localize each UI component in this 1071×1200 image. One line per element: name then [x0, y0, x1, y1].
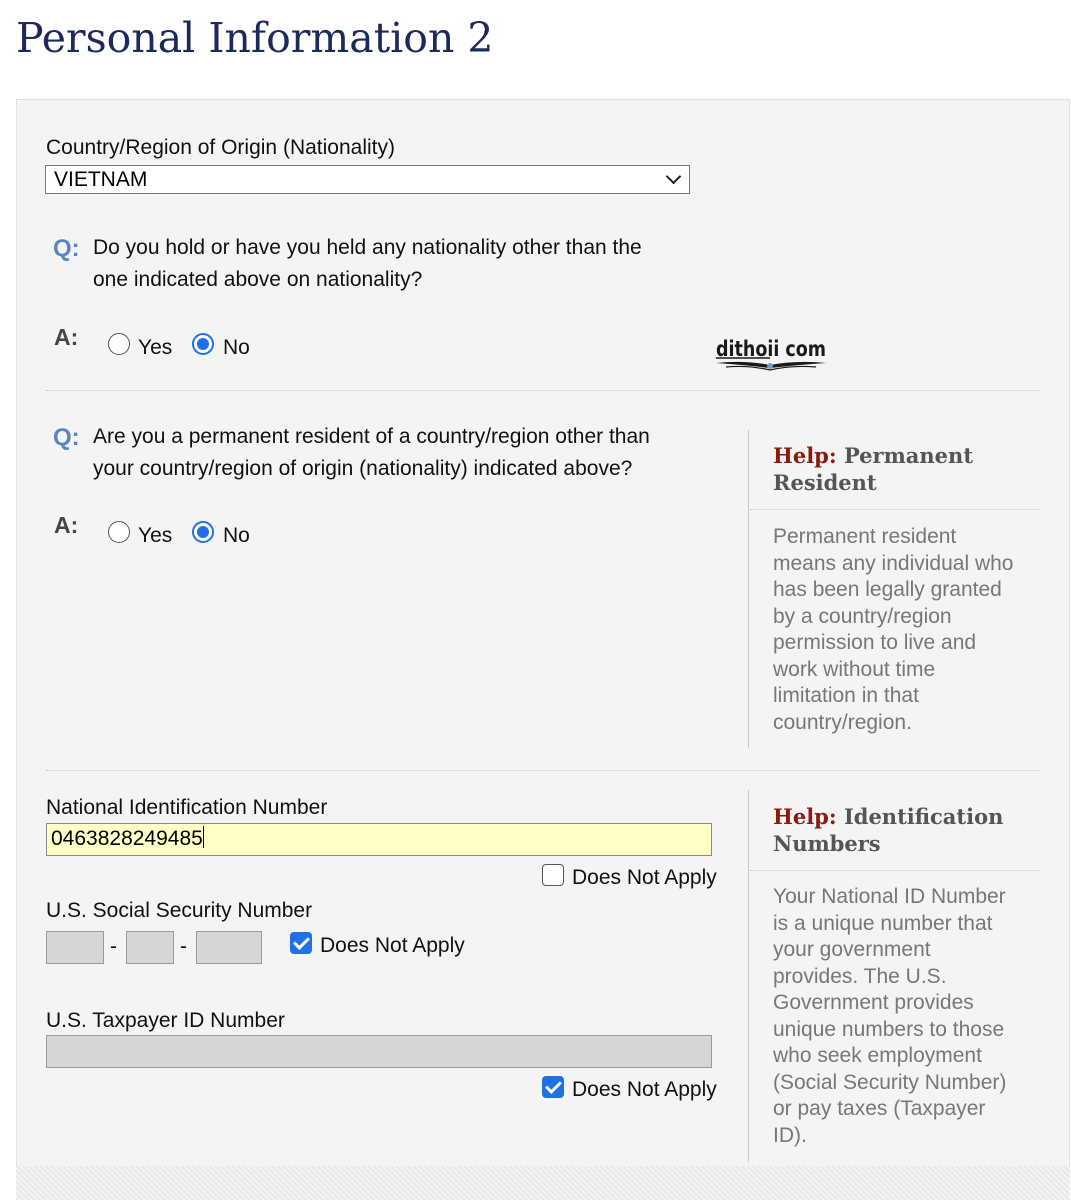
- help-divider: [750, 870, 1040, 871]
- national-id-does-not-apply-checkbox[interactable]: [542, 864, 564, 886]
- ssn-label: U.S. Social Security Number: [46, 899, 313, 922]
- question-marker: Q:: [53, 235, 80, 262]
- taxpayer-id-does-not-apply-label[interactable]: Does Not Apply: [572, 1078, 717, 1101]
- help-sidebar-border: [748, 430, 749, 748]
- section-divider: [46, 770, 1040, 771]
- ssn-part1-input[interactable]: [46, 931, 104, 964]
- question-other-nationality-line2: one indicated above on nationality?: [93, 268, 423, 291]
- ssn-does-not-apply-label[interactable]: Does Not Apply: [320, 934, 465, 957]
- panel-bottom-shadow: [16, 1166, 1070, 1200]
- chevron-down-icon: [666, 169, 682, 185]
- help-divider: [750, 509, 1040, 510]
- page-title: Personal Information 2: [16, 14, 494, 62]
- ssn-dash: -: [110, 935, 117, 958]
- other-nationality-no-radio[interactable]: [192, 333, 214, 355]
- question-permanent-resident-line2: your country/region of origin (nationality) indicated above?: [93, 457, 633, 480]
- help-identification-body: Your National ID Number is a unique number that your government provides. The U.S. Government provides unique numbers to those who seek employment (Social Security Number) or pay taxes (Taxpayer ID).: [773, 885, 1007, 1147]
- help-sidebar-border: [748, 790, 749, 1162]
- help-permanent-resident-body: Permanent resident means any individual who has been legally granted by a country/region permission to live and work without time limitation in that country/region.: [773, 525, 1014, 734]
- watermark-text: dithoii com: [716, 337, 826, 361]
- help-identification-title: Help: Identification Numbers: [773, 804, 1004, 856]
- other-nationality-yes-label[interactable]: Yes: [138, 336, 173, 359]
- ssn-part2-input[interactable]: [126, 931, 174, 964]
- question-permanent-resident-line1: Are you a permanent resident of a country/region other than: [93, 425, 650, 448]
- help-permanent-resident-title: Help: Permanent Resident: [773, 443, 974, 495]
- national-id-does-not-apply-label[interactable]: Does Not Apply: [572, 866, 717, 889]
- national-id-label: National Identification Number: [46, 796, 328, 819]
- answer-marker: A:: [54, 324, 79, 350]
- question-other-nationality-line1: Do you hold or have you held any nationality other than the: [93, 236, 642, 259]
- nationality-select[interactable]: [45, 165, 690, 194]
- taxpayer-id-does-not-apply-checkbox[interactable]: [542, 1076, 564, 1098]
- answer-marker: A:: [54, 512, 79, 538]
- other-nationality-no-label[interactable]: No: [223, 336, 250, 359]
- other-nationality-yes-radio[interactable]: [108, 333, 130, 355]
- ssn-part3-input[interactable]: [196, 931, 262, 964]
- permanent-resident-yes-radio[interactable]: [108, 521, 130, 543]
- taxpayer-id-label: U.S. Taxpayer ID Number: [46, 1009, 285, 1032]
- ssn-does-not-apply-checkbox[interactable]: [290, 932, 312, 954]
- nationality-selected-value: VIETNAM: [54, 168, 148, 191]
- national-id-input[interactable]: 0463828249485: [46, 823, 712, 856]
- permanent-resident-no-label[interactable]: No: [223, 524, 250, 547]
- text-caret: [203, 826, 204, 848]
- ssn-dash: -: [180, 935, 187, 958]
- watermark-logo: [712, 334, 832, 376]
- taxpayer-id-input[interactable]: [46, 1035, 712, 1068]
- permanent-resident-no-radio[interactable]: [192, 521, 214, 543]
- question-marker: Q:: [53, 424, 80, 451]
- nationality-label: Country/Region of Origin (Nationality): [46, 136, 395, 159]
- section-divider: [46, 390, 1040, 391]
- permanent-resident-yes-label[interactable]: Yes: [138, 524, 173, 547]
